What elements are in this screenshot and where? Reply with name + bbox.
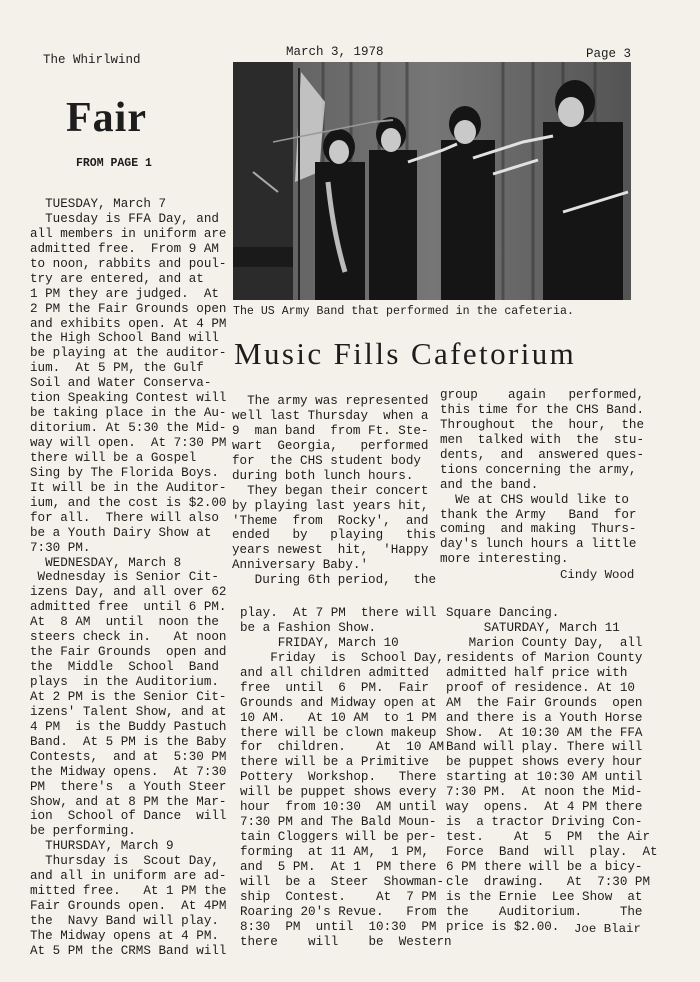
text-line: They began their concert (232, 483, 429, 498)
text-line: During 6th period, the (232, 573, 437, 588)
text-line: 'Theme from Rocky', and (232, 513, 429, 528)
music-column-1 (232, 394, 436, 588)
text-line: Soil and Water Conserva- (30, 376, 212, 391)
newspaper-name: The Whirlwind (43, 53, 141, 67)
text-line: there will be a Primitive (240, 755, 429, 770)
text-line: Contests, and at 5:30 PM (30, 749, 227, 764)
text-line: day's lunch hours a little (440, 537, 637, 552)
text-line: Fair Grounds open. At 4PM (30, 899, 227, 914)
text-line: WEDNESDAY, March 8 (30, 555, 182, 570)
fair-headline: Fair (66, 95, 147, 141)
text-line: 7:30 PM. At noon the Mid- (446, 785, 643, 800)
text-line: Tuesday is FFA Day, and (30, 211, 219, 226)
text-line: Thursday is Scout Day, (30, 854, 219, 869)
text-line: be taking place in the Au- (30, 406, 227, 421)
text-line: and there is a Youth Horse (446, 710, 643, 725)
text-line: test. At 5 PM the Air (446, 830, 651, 845)
music-column-2 (440, 388, 644, 567)
text-line: be puppet shows every hour (446, 755, 643, 770)
text-line: try are entered, and at (30, 271, 204, 286)
text-line: the Middle School Band (30, 660, 219, 675)
text-line: Sing by The Florida Boys. (30, 465, 219, 480)
text-line: 7:30 PM. (30, 540, 91, 555)
text-line: wart Georgia, performed (232, 438, 429, 453)
text-line: tion Speaking Contest will (30, 391, 227, 406)
text-line: Band will play. There will (446, 740, 643, 755)
text-line: admitted free until 6 PM. (30, 600, 227, 615)
text-line: AM the Fair Grounds open (446, 695, 643, 710)
text-line: Square Dancing. (446, 606, 560, 620)
text-line: be performing. (30, 824, 136, 839)
text-line: It will be in the Auditor- (30, 480, 227, 495)
fair-byline: Joe Blair (574, 922, 641, 936)
text-line: Show. At 10:30 AM the FFA (446, 725, 643, 740)
text-line: cle drawing. At 7:30 PM (446, 874, 651, 889)
text-line: 4 PM is the Buddy Pastuch (30, 719, 227, 734)
text-line: admitted free. From 9 AM (30, 241, 219, 256)
text-line: will be a Steer Showman- (240, 874, 445, 889)
text-line: Friday is School Day, (240, 650, 445, 665)
text-line: be a Youth Dairy Show at (30, 525, 212, 540)
text-line: and the band. (440, 477, 539, 492)
text-line: ium, and the cost is $2.00 (30, 495, 227, 510)
text-line: tions concerning the army, (440, 462, 637, 477)
fair-column-2 (240, 606, 452, 950)
text-line: this time for the CHS Band. (440, 402, 645, 417)
text-line: At 2 PM is the Senior Cit- (30, 689, 227, 704)
text-line: forming at 11 AM, 1 PM, (240, 845, 429, 859)
fair-column-1 (30, 197, 227, 959)
music-headline: Music Fills Cafetorium (234, 336, 577, 371)
text-line: and 5 PM. At 1 PM there (240, 859, 437, 874)
text-line: is a tractor Driving Con- (446, 815, 643, 830)
text-line: ditorium. At 5:30 the Mid- (30, 421, 227, 436)
text-line: residents of Marion County (446, 650, 643, 665)
fair-column-3 (446, 606, 658, 935)
text-line: and all in uniform are ad- (30, 869, 227, 884)
text-line: coming and making Thurs- (440, 522, 637, 537)
text-line: men talked with the stu- (440, 432, 645, 447)
text-line: At 8 AM until noon the (30, 615, 219, 630)
text-line: more interesting. (440, 552, 569, 567)
text-line: be a Fashion Show. (240, 620, 377, 635)
text-line: for the CHS student body (232, 453, 421, 468)
page-number: Page 3 (586, 47, 632, 61)
text-line: be playing at the auditor- (30, 346, 227, 361)
text-line: Show, and at 8 PM the Mar- (30, 794, 227, 809)
text-line: for all. There will also (30, 510, 219, 525)
text-line: izens' Talent Show, and at (30, 704, 227, 719)
text-line: during both lunch hours. (232, 468, 414, 483)
text-line: way will open. At 7:30 PM (30, 436, 227, 450)
text-line: admitted half price with (446, 665, 628, 680)
text-line: way opens. At 4 PM there (446, 800, 643, 815)
photo-caption: The US Army Band that performed in the cafeteria. (233, 305, 574, 318)
text-line: years newest hit, 'Happy (232, 543, 429, 558)
text-line: to noon, rabbits and poul- (30, 256, 227, 271)
text-line: the Auditorium. The (446, 904, 643, 919)
text-line: Pottery Workshop. There (240, 770, 437, 785)
text-line: SATURDAY, March 11 (446, 620, 620, 635)
fair-jump-line: FROM PAGE 1 (76, 157, 152, 170)
text-line: price is $2.00. (446, 919, 560, 934)
text-line: 9 man band from Ft. Ste- (232, 423, 429, 438)
text-line: there will be clown makeup (240, 725, 437, 740)
text-line: ended by playing this (232, 528, 437, 543)
text-line: Marion County Day, all (446, 635, 643, 650)
text-line: for children. At 10 AM (240, 740, 445, 755)
text-line: Grounds and Midway open at (240, 695, 437, 710)
text-line: 1 PM they are judged. At (30, 286, 219, 301)
text-line: We at CHS would like to (440, 492, 629, 507)
text-line: hour from 10:30 AM until (240, 800, 437, 815)
text-line: THURSDAY, March 9 (30, 839, 174, 854)
text-line: ium. At 5 PM, the Gulf (30, 361, 204, 376)
text-line: the Fair Grounds open and (30, 645, 227, 660)
text-line: Wednesday is Senior Cit- (30, 570, 219, 585)
text-line: mitted free. At 1 PM the (30, 884, 227, 899)
text-line: Roaring 20's Revue. From (240, 904, 437, 919)
text-line: there will be Western (240, 934, 452, 949)
text-line: PM there's a Youth Steer (30, 779, 227, 794)
text-line: well last Thursday when a (232, 408, 429, 423)
text-line: and exhibits open. At 4 PM (30, 316, 227, 331)
text-line: izens Day, and all over 62 (30, 585, 227, 600)
text-line: by playing last years hit, (232, 498, 429, 513)
text-line: TUESDAY, March 7 (30, 197, 167, 211)
text-line: is the Ernie Lee Show at (446, 889, 643, 904)
army-band-photo-image (233, 62, 631, 300)
text-line: FRIDAY, March 10 (240, 635, 399, 650)
text-line: 7:30 PM and The Bald Moun- (240, 815, 437, 830)
text-line: the High School Band will (30, 331, 219, 346)
text-line: proof of residence. At 10 (446, 680, 635, 695)
text-line: Throughout the hour, the (440, 417, 645, 432)
text-line: Band. At 5 PM is the Baby (30, 734, 227, 749)
text-line: Force Band will play. At (446, 845, 658, 859)
text-line: thank the Army Band for (440, 507, 637, 522)
text-line: free until 6 PM. Fair (240, 680, 429, 695)
text-line: group again performed, (440, 388, 645, 402)
text-line: Anniversary Baby.' (232, 558, 369, 573)
text-line: play. At 7 PM there will (240, 606, 437, 620)
text-line: 6 PM there will be a bicy- (446, 859, 643, 874)
army-band-photo (233, 62, 631, 300)
text-line: will be puppet shows every (240, 785, 437, 800)
text-line: the Navy Band will play. (30, 914, 219, 928)
issue-date: March 3, 1978 (286, 45, 384, 59)
music-byline: Cindy Wood (560, 568, 635, 582)
text-line: and all children admitted (240, 665, 429, 680)
text-line: plays in the Auditorium. (30, 675, 219, 689)
text-line: ship Contest. At 7 PM (240, 889, 437, 904)
text-line: 8:30 PM until 10:30 PM (240, 919, 437, 934)
text-line: The Midway opens at 4 PM. (30, 928, 219, 943)
text-line: all members in uniform are (30, 226, 227, 241)
text-line: At 5 PM the CRMS Band will (30, 943, 227, 958)
text-line: dents, and answered ques- (440, 447, 645, 462)
text-line: there will be a Gospel (30, 450, 197, 465)
text-line: starting at 10:30 AM until (446, 770, 643, 785)
text-line: tain Cloggers will be per- (240, 830, 437, 845)
text-line: 2 PM the Fair Grounds open (30, 301, 227, 316)
text-line: the Midway opens. At 7:30 (30, 764, 227, 779)
text-line: steers check in. At noon (30, 630, 227, 645)
text-line: The army was represented (232, 394, 429, 408)
text-line: ion School of Dance will (30, 809, 227, 824)
text-line: 10 AM. At 10 AM to 1 PM (240, 710, 437, 725)
